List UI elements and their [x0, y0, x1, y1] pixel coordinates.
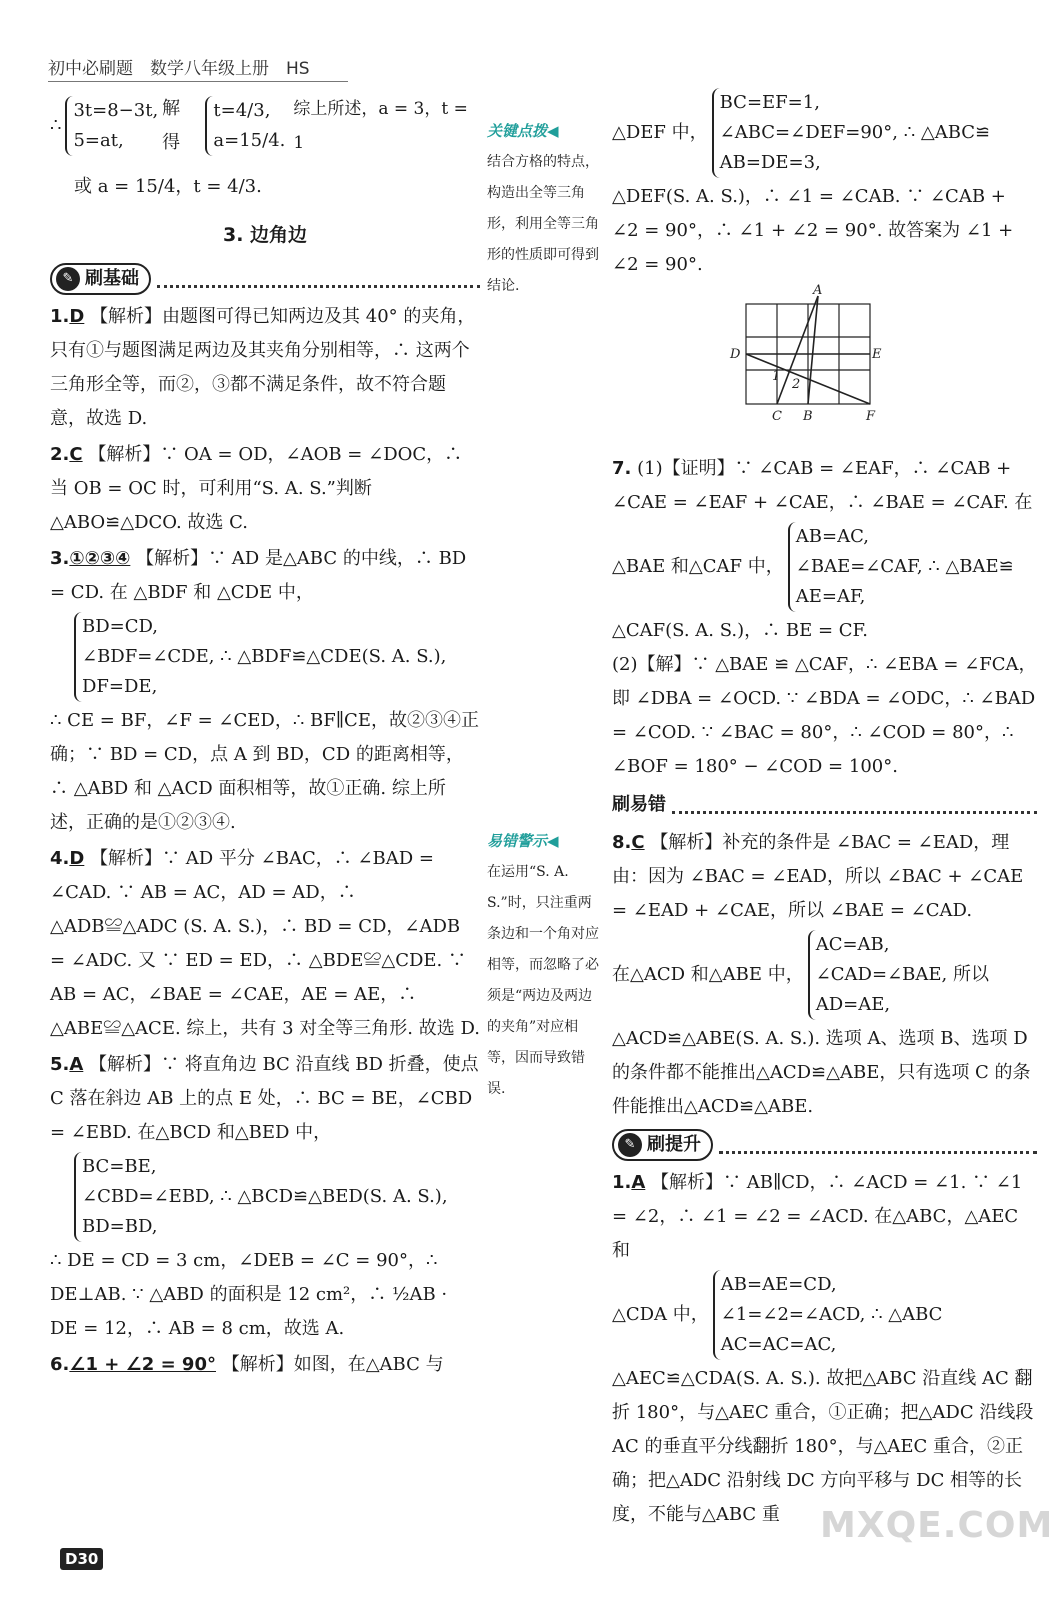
band-improve: ✎ 刷提升: [612, 1128, 1037, 1162]
label-f: F: [866, 409, 876, 424]
question-6: 6.∠1 + ∠2 = 90° 【解析】如图，在△ABC 与: [50, 1354, 444, 1375]
page-number: D30: [60, 1548, 103, 1570]
section-title: 3. 边角边: [222, 224, 308, 246]
q3-brace: BD=CD, ∠BDF=∠CDE, ∴ △BDF≌△CDE(S. A. S.), DF=DE,: [74, 612, 480, 702]
band-basic: ✎ 刷基础: [50, 262, 480, 296]
q6-continued: △DEF 中， BC=EF=1, ∠ABC=∠DEF=90°, ∴ △ABC≌ AB=DE=3,: [612, 86, 1037, 180]
tip-common-error: 易错警示◀ 在运用“S. A. S.”时，只注重两条边和一个角对应相等，而忽略了必须是“两边及两边的夹角”对应相等，因而导致错误.: [487, 832, 599, 1097]
question-7: 7. (1)【证明】∵ ∠CAB = ∠EAF，∴ ∠CAB + ∠CAE = ∠EAF + ∠CAE，∴ ∠BAE = ∠CAF. 在 △BAE 和△CAF 中， AB=AC, ∠BAE=∠CAF, ∴ △BAE≌ AE=AF, △CAF(S. A. S.)，∴ BE = CF. (2)【解】∵ △BAE ≌ △CAF，∴ ∠EBA = ∠FCA，即 ∠DBA = ∠OCD. ∵ ∠BDA = ∠ODC，∴ ∠BAD = ∠COD. ∵ ∠BAC = 80°，∴ ∠COD = 80°，∴ ∠BOF = 180° − ∠COD = 100°.: [612, 458, 1037, 777]
right-column: △DEF 中， BC=EF=1, ∠ABC=∠DEF=90°, ∴ △ABC≌ AB=DE=3, △DEF(S. A. S.)，∴ ∠1 = ∠CAB. ∵ ∠CAB + ∠2 = 90°，∴ ∠1 + ∠2 = 90°. 故答案为 ∠1 + ∠2 = 90°. A D E C B F 1 2 7. (1)【证明】∵ ∠CAB = ∠EAF，∴ ∠CAB + ∠CAE = ∠EAF + ∠CAE，∴ ∠BAE = ∠CAF. 在 △BAE 和△CAF 中， AB=AC, ∠BAE=∠CAF, ∴ △BAE≌ AE=AF, △CAF(S. A. S.)，∴ BE = CF. (2)【解】∵ △BAE ≌ △CAF，∴ ∠EBA = ∠FCA，即 ∠DBA = ∠OCD. ∵ ∠BDA = ∠ODC，∴ ∠BAD = ∠COD. ∵ ∠BAC = 80°，∴ ∠COD = 80°，∴ ∠BOF = 180° − ∠COD = 100°. 刷易错 8.C 【解析】补充的条件是 ∠BAC = ∠EAD，理由：因为 ∠BAC = ∠EAD，所以 ∠BAC + ∠CAE = ∠EAD + ∠CAE，所以 ∠BAE = ∠CAD. 在△ACD 和△ABE 中， AC=AB, ∠CAD=∠BAE, 所以 AD=AE, △ACD≌△ABE(S. A. S.). 选项 A、选项 B、选项 D 的条件都不能推出△ACD≌△ABE，只有选项 C 的条件能推出△ACD≌△ABE. ✎ 刷提升 1.A 【解析】∵ AB∥CD，∴ ∠ACD = ∠1. ∵ ∠1 = ∠2，∴ ∠1 = ∠2 = ∠ACD. 在△ABC，△AEC 和 △CDA 中， AB=AE=CD, ∠1=∠2=∠ACD, ∴ △ABC AC=AC=AC, △AEC≌△CDA(S. A. S.). 故把△ABC 沿直线 AC 翻折 180°，与△AEC 重合，①正确；把△ADC 沿线段 AC 的垂直平分线翻折 180°，与△AEC 重合，②正确；把△ADC 沿射线 DC 方向平移与 DC 相等的长度，不能与△ABC 重: [612, 86, 1037, 1534]
pencil-icon: ✎: [56, 267, 80, 291]
question-1: 1.D 【解析】由题图可得已知两边及其 40° 的夹角，只有①与题图满足两边及其夹角分别相等，∴ 这两个三角形全等，而②，③都不满足条件，故不符合题意，故选 D.: [50, 306, 476, 429]
q5-brace: BC=BE, ∠CBD=∠EBD, ∴ △BCD≌△BED(S. A. S.), BD=BD,: [74, 1152, 480, 1242]
label-e: E: [872, 347, 882, 362]
solution-system: t=4/3, a=15/4.: [205, 96, 285, 156]
label-c: C: [772, 409, 782, 424]
question-5: 5.A 【解析】∵ 将直角边 BC 沿直线 BD 折叠，使点 C 落在斜边 AB 上的点 E 处，∴ BC = BE，∠CBD = ∠EBD. 在△BCD 和△BED 中， BC=BE, ∠CBD=∠EBD, ∴ △BCD≌△BED(S. A. S.), BD=BD, ∴ DE = CD = 3 cm，∠DEB = ∠C = 90°，∴ DE⊥AB. ∵ △ABD 的面积是 12 cm²，∴ ½AB · DE = 12，∴ AB = 8 cm，故选 A.: [50, 1054, 479, 1339]
label-1: 1: [772, 369, 781, 384]
question-4: 4.D 【解析】∵ AD 平分 ∠BAC，∴ ∠BAD = ∠CAD. ∵ AB = AC，AD = AD，∴ △ADB≌△ADC (S. A. S.)，∴ BD = CD，∠ADB = ∠ADC. 又 ∵ ED = ED，∴ △BDE≌△CDE. ∵ AB = AC，∠BAE = ∠CAE，AE = AE，∴ △ABE≌△ACE. 综上，共有 3 对全等三角形. 故选 D.: [50, 848, 480, 1039]
grid-figure: [722, 283, 882, 432]
left-column: [50, 92, 480, 1384]
label-b: B: [803, 409, 813, 424]
question-2: 2.C 【解析】∵ OA = OD，∠AOB = ∠DOC，∴ 当 OB = OC 时，可利用“S. A. S.”判断△ABO≌△DCO. 故选 C.: [50, 444, 463, 533]
system-solution: ∴ 3t=8−3t, 5=at, 解得 t=4/3, a=15/4. 综上所述，a = 3，t = 1: [50, 92, 480, 160]
equation-system: 3t=8−3t, 5=at,: [65, 96, 158, 156]
pencil-icon: ✎: [618, 1133, 642, 1157]
improve-question-1: 1.A 【解析】∵ AB∥CD，∴ ∠ACD = ∠1. ∵ ∠1 = ∠2，∴ ∠1 = ∠2 = ∠ACD. 在△ABC，△AEC 和 △CDA 中， AB=AE=CD, ∠1=∠2=∠ACD, ∴ △ABC AC=AC=AC, △AEC≌△CDA(S. A. S.). 故把△ABC 沿直线 AC 翻折 180°，与△AEC 重合，①正确；把△ADC 沿线段 AC 的垂直平分线翻折 180°，与△AEC 重合，②正确；把△ADC 沿射线 DC 方向平移与 DC 相等的长度，不能与△ABC 重: [612, 1172, 1034, 1525]
label-d: D: [730, 347, 741, 362]
running-header: 初中必刷题 数学八年级上册 HS: [48, 54, 348, 82]
label-a: A: [813, 283, 823, 298]
tip-key-point: 关键点拨◀ 结合方格的特点，构造出全等三角形，利用全等三角形的性质即可得到结论.: [487, 122, 599, 294]
or-line: 或 a = 15/4，t = 4/3.: [74, 176, 262, 197]
band-error: 刷易错: [612, 788, 1037, 822]
watermark: MXQE.COM: [820, 1505, 1054, 1546]
question-8: 8.C 【解析】补充的条件是 ∠BAC = ∠EAD，理由：因为 ∠BAC = ∠EAD，所以 ∠BAC + ∠CAE = ∠EAD + ∠CAE，所以 ∠BAE = ∠CAD. 在△ACD 和△ABE 中， AC=AB, ∠CAD=∠BAE, 所以 AD=AE, △ACD≌△ABE(S. A. S.). 选项 A、选项 B、选项 D 的条件都不能推出△ACD≌△ABE，只有选项 C 的条件能推出△ACD≌△ABE.: [612, 832, 1031, 1117]
question-3: 3.①②③④ 【解析】∵ AD 是△ABC 的中线，∴ BD = CD. 在 △BDF 和 △CDE 中， BD=CD, ∠BDF=∠CDE, ∴ △BDF≌△CDE(S. A. S.), DF=DE, ∴ CE = BF，∠F = ∠CED，∴ BF∥CE，故②③④正确；∵ BD = CD，点 A 到 BD，CD 的距离相等，∴ △ABD 和 △ACD 面积相等，故①正确. 综上所述，正确的是①②③④.: [50, 548, 479, 833]
label-2: 2: [792, 377, 801, 392]
